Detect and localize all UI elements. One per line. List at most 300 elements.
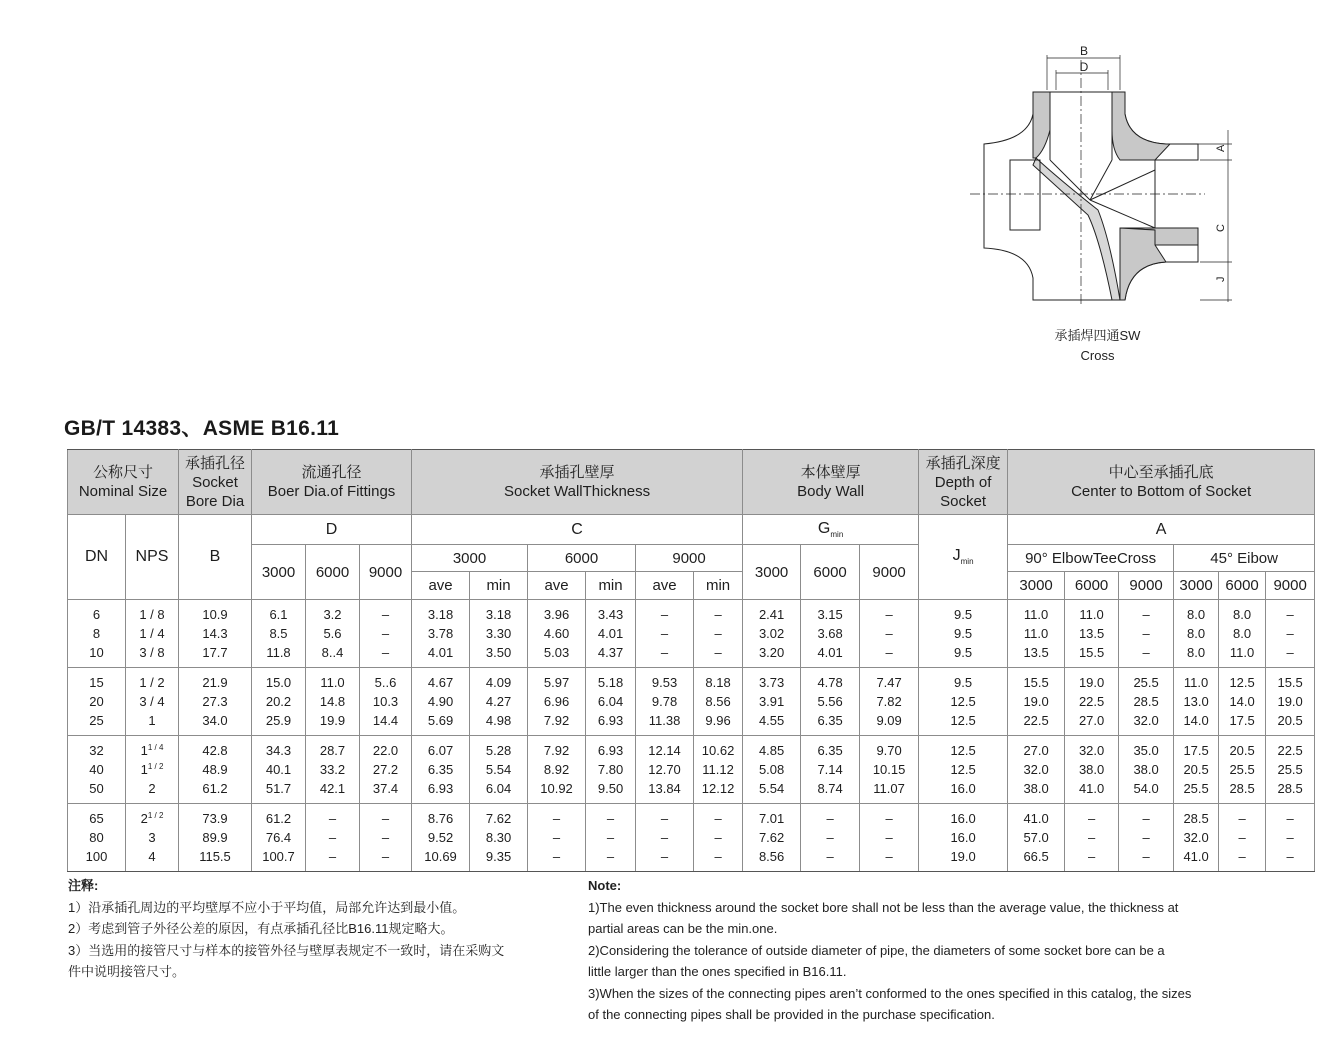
header-c: C bbox=[412, 515, 743, 545]
cell-nps: 2 bbox=[126, 779, 179, 804]
nps-whole: 1 bbox=[140, 743, 148, 758]
cell-a90-3: 32.0 bbox=[1008, 760, 1065, 779]
cell-g6: 4.01 bbox=[801, 643, 860, 668]
cell-j: 12.5 bbox=[919, 760, 1008, 779]
notes-english bbox=[588, 875, 1238, 1026]
cross-drawing bbox=[970, 40, 1250, 370]
cell-a45-3: 28.5 bbox=[1174, 804, 1219, 829]
cell-a90-9: 32.0 bbox=[1119, 711, 1174, 736]
cell-c6m: – bbox=[586, 847, 636, 872]
cell-a90-3: 11.0 bbox=[1008, 624, 1065, 643]
table-row bbox=[68, 624, 1315, 643]
cell-a90-6: 13.5 bbox=[1065, 624, 1119, 643]
cell-a90-9: – bbox=[1119, 847, 1174, 872]
cell-c9m: – bbox=[694, 828, 743, 847]
cell-j: 12.5 bbox=[919, 711, 1008, 736]
cell-g3: 5.54 bbox=[743, 779, 801, 804]
cell-a45-6: 12.5 bbox=[1219, 668, 1266, 693]
cell-c6a: – bbox=[528, 828, 586, 847]
cell-c9m: – bbox=[694, 643, 743, 668]
cell-a90-6: – bbox=[1065, 828, 1119, 847]
cell-d3: 100.7 bbox=[252, 847, 306, 872]
cell-a45-9: 19.0 bbox=[1266, 692, 1315, 711]
cell-g3: 4.85 bbox=[743, 736, 801, 761]
cell-a90-9: – bbox=[1119, 804, 1174, 829]
cell-c3m: 9.35 bbox=[470, 847, 528, 872]
note-cn-1: 1）沿承插孔周边的平均壁厚不应小于平均值，局部允许达到最小值。 bbox=[68, 899, 466, 915]
cell-g3: 3.20 bbox=[743, 643, 801, 668]
header-d-9000: 9000 bbox=[360, 545, 412, 600]
header-text: Socket WallThickness bbox=[503, 483, 651, 500]
cell-c6m: 6.93 bbox=[586, 711, 636, 736]
header-socket-depth bbox=[919, 450, 1008, 515]
header-row-symbols bbox=[68, 515, 1315, 545]
cell-a45-3: 17.5 bbox=[1174, 736, 1219, 761]
cell-j: 9.5 bbox=[919, 643, 1008, 668]
cell-c9m: – bbox=[694, 804, 743, 829]
cell-d3: 6.1 bbox=[252, 600, 306, 625]
note-en-2b: little larger than the ones specified in B16.11. bbox=[588, 964, 847, 979]
standard-title: GB/T 14383、ASME B16.11 bbox=[64, 417, 340, 440]
cell-g9: 10.15 bbox=[860, 760, 919, 779]
cell-c6m: 9.50 bbox=[586, 779, 636, 804]
j-symbol: J bbox=[952, 547, 961, 565]
header-c3-min: min bbox=[470, 572, 528, 600]
cell-a45-9: – bbox=[1266, 624, 1315, 643]
cell-dn: 40 bbox=[68, 760, 126, 779]
note-en-1b: partial areas can be the min.one. bbox=[588, 921, 778, 936]
header-text: Bore Dia bbox=[185, 492, 245, 510]
cell-a90-6: – bbox=[1065, 847, 1119, 872]
cell-d6: 5.6 bbox=[306, 624, 360, 643]
cell-a90-9: 28.5 bbox=[1119, 692, 1174, 711]
notes-en-heading: Note: bbox=[588, 878, 622, 893]
cell-c9m: 8.56 bbox=[694, 692, 743, 711]
cell-c3a: 4.90 bbox=[412, 692, 470, 711]
table-row bbox=[68, 736, 1315, 761]
cell-c3m: 3.50 bbox=[470, 643, 528, 668]
cell-a90-6: 32.0 bbox=[1065, 736, 1119, 761]
figure-caption-cn: 承插焊四通SW bbox=[1054, 328, 1141, 343]
cell-a45-3: 8.0 bbox=[1174, 624, 1219, 643]
cell-c6m: – bbox=[586, 804, 636, 829]
dimension-table bbox=[67, 449, 1315, 872]
cell-d9: 27.2 bbox=[360, 760, 412, 779]
cell-g6: 7.14 bbox=[801, 760, 860, 779]
cell-d3: 76.4 bbox=[252, 828, 306, 847]
cell-g3: 7.62 bbox=[743, 828, 801, 847]
header-text: Center to Bottom of Socket bbox=[1071, 483, 1252, 500]
cell-a45-9: 25.5 bbox=[1266, 760, 1315, 779]
cell-a45-9: – bbox=[1266, 600, 1315, 625]
cell-a45-3: 32.0 bbox=[1174, 828, 1219, 847]
cell-b: 10.9 bbox=[179, 600, 252, 625]
cell-d6: 19.9 bbox=[306, 711, 360, 736]
cell-d9: 22.0 bbox=[360, 736, 412, 761]
cell-a45-6: 8.0 bbox=[1219, 624, 1266, 643]
cell-a45-3: 8.0 bbox=[1174, 643, 1219, 668]
cell-j: 16.0 bbox=[919, 779, 1008, 804]
nps-fraction: 1 / 2 bbox=[147, 762, 164, 771]
header-text: 流通孔径 bbox=[301, 464, 362, 481]
cell-g9: – bbox=[860, 804, 919, 829]
cell-c3m: 3.30 bbox=[470, 624, 528, 643]
cell-d9: 10.3 bbox=[360, 692, 412, 711]
cell-a45-9: 22.5 bbox=[1266, 736, 1315, 761]
cell-c9m: 8.18 bbox=[694, 668, 743, 693]
cell-d9: – bbox=[360, 624, 412, 643]
cell-c3a: 6.35 bbox=[412, 760, 470, 779]
cell-c9m: – bbox=[694, 600, 743, 625]
cell-a90-9: 54.0 bbox=[1119, 779, 1174, 804]
cell-a45-3: 11.0 bbox=[1174, 668, 1219, 693]
cell-c9a: – bbox=[636, 624, 694, 643]
header-text: 本体壁厚 bbox=[800, 464, 861, 481]
g-symbol: G bbox=[817, 519, 831, 537]
nps-whole: 2 bbox=[140, 811, 148, 826]
dim-label-a: A bbox=[1215, 144, 1227, 152]
cell-a45-6: 20.5 bbox=[1219, 736, 1266, 761]
header-text: 承插孔壁厚 bbox=[539, 464, 615, 481]
cell-d3: 61.2 bbox=[252, 804, 306, 829]
cell-a90-9: – bbox=[1119, 624, 1174, 643]
header-socket-wall bbox=[412, 450, 743, 515]
header-c-3000: 3000 bbox=[412, 545, 528, 572]
cell-c3m: 4.98 bbox=[470, 711, 528, 736]
cell-g9: 7.47 bbox=[860, 668, 919, 693]
cell-j: 19.0 bbox=[919, 847, 1008, 872]
header-text: Socket bbox=[940, 492, 987, 510]
cell-nps: 3 bbox=[126, 828, 179, 847]
note-en-1a: 1)The even thickness around the socket bore shall not be less than the average value, the thickness at bbox=[588, 899, 1179, 915]
cell-c6a: 5.03 bbox=[528, 643, 586, 668]
cell-c3a: 3.78 bbox=[412, 624, 470, 643]
dim-label-d: D bbox=[1079, 60, 1089, 74]
cell-j: 16.0 bbox=[919, 828, 1008, 847]
cell-c6m: 6.04 bbox=[586, 692, 636, 711]
cell-c6m: 6.93 bbox=[586, 736, 636, 761]
notes-cn-heading: 注释: bbox=[68, 878, 99, 893]
note-cn-3a: 3）当选用的接管尺寸与样本的接管外径与壁厚表规定不一致时，请在采购文 bbox=[68, 942, 505, 958]
cell-c6a: 7.92 bbox=[528, 711, 586, 736]
cell-dn: 32 bbox=[68, 736, 126, 761]
cell-c6a: 4.60 bbox=[528, 624, 586, 643]
header-c-9000: 9000 bbox=[636, 545, 743, 572]
cell-c3a: 10.69 bbox=[412, 847, 470, 872]
cell-d3: 11.8 bbox=[252, 643, 306, 668]
cell-b: 27.3 bbox=[179, 692, 252, 711]
cell-dn: 80 bbox=[68, 828, 126, 847]
cell-c6a: 10.92 bbox=[528, 779, 586, 804]
cell-dn: 15 bbox=[68, 668, 126, 693]
cell-c6a: 3.96 bbox=[528, 600, 586, 625]
cell-c3a: 6.07 bbox=[412, 736, 470, 761]
cell-c9a: – bbox=[636, 828, 694, 847]
cell-dn: 8 bbox=[68, 624, 126, 643]
header-dn: DN bbox=[68, 515, 126, 600]
cell-g3: 3.73 bbox=[743, 668, 801, 693]
cell-c3a: 9.52 bbox=[412, 828, 470, 847]
cell-c6m: 4.37 bbox=[586, 643, 636, 668]
cell-g9: – bbox=[860, 600, 919, 625]
cell-g3: 8.56 bbox=[743, 847, 801, 872]
cell-c6a: 7.92 bbox=[528, 736, 586, 761]
table-row bbox=[68, 828, 1315, 847]
cell-a45-6: 11.0 bbox=[1219, 643, 1266, 668]
notes-chinese bbox=[68, 875, 538, 983]
cell-b: 34.0 bbox=[179, 711, 252, 736]
cell-c9m: 10.62 bbox=[694, 736, 743, 761]
cell-d6: 3.2 bbox=[306, 600, 360, 625]
header-text: Depth of bbox=[934, 473, 992, 491]
cell-b: 17.7 bbox=[179, 643, 252, 668]
header-a: A bbox=[1008, 515, 1315, 545]
cell-a90-6: 38.0 bbox=[1065, 760, 1119, 779]
cell-g3: 5.08 bbox=[743, 760, 801, 779]
header-g-min bbox=[743, 515, 919, 545]
header-text: 承插孔深度 bbox=[925, 454, 1001, 472]
header-socket-bore bbox=[179, 450, 252, 515]
cell-d3: 51.7 bbox=[252, 779, 306, 804]
cell-c9a: 9.78 bbox=[636, 692, 694, 711]
cell-g6: 3.15 bbox=[801, 600, 860, 625]
cell-d6: – bbox=[306, 828, 360, 847]
cell-a90-3: 57.0 bbox=[1008, 828, 1065, 847]
cell-c3m: 5.28 bbox=[470, 736, 528, 761]
cell-b: 61.2 bbox=[179, 779, 252, 804]
cell-a45-9: – bbox=[1266, 847, 1315, 872]
cell-a45-9: 20.5 bbox=[1266, 711, 1315, 736]
header-text: Body Wall bbox=[797, 483, 865, 500]
cell-d9: 14.4 bbox=[360, 711, 412, 736]
cell-g3: 7.01 bbox=[743, 804, 801, 829]
cell-a90-3: 15.5 bbox=[1008, 668, 1065, 693]
cell-c3a: 4.01 bbox=[412, 643, 470, 668]
cell-g9: 9.09 bbox=[860, 711, 919, 736]
header-nps: NPS bbox=[126, 515, 179, 600]
cell-c6a: 8.92 bbox=[528, 760, 586, 779]
cell-d3: 8.5 bbox=[252, 624, 306, 643]
header-d: D bbox=[252, 515, 412, 545]
cell-a45-6: – bbox=[1219, 847, 1266, 872]
cell-a90-3: 19.0 bbox=[1008, 692, 1065, 711]
cell-c6a: 5.97 bbox=[528, 668, 586, 693]
cell-d6: – bbox=[306, 847, 360, 872]
cell-c3m: 3.18 bbox=[470, 600, 528, 625]
cell-j: 9.5 bbox=[919, 600, 1008, 625]
cell-a45-6: 17.5 bbox=[1219, 711, 1266, 736]
cell-d6: 14.8 bbox=[306, 692, 360, 711]
cell-c3a: 3.18 bbox=[412, 600, 470, 625]
cell-a90-6: 15.5 bbox=[1065, 643, 1119, 668]
cell-c6a: 6.96 bbox=[528, 692, 586, 711]
header-b: B bbox=[179, 515, 252, 600]
cell-a90-9: 25.5 bbox=[1119, 668, 1174, 693]
cell-nps bbox=[126, 804, 179, 829]
cell-d6: 28.7 bbox=[306, 736, 360, 761]
cell-nps: 4 bbox=[126, 847, 179, 872]
cell-a90-9: 35.0 bbox=[1119, 736, 1174, 761]
cell-c3m: 5.54 bbox=[470, 760, 528, 779]
cell-c3m: 7.62 bbox=[470, 804, 528, 829]
dim-label-j: J bbox=[1215, 276, 1227, 282]
header-text: Socket bbox=[192, 473, 238, 491]
header-a90-9000: 9000 bbox=[1119, 572, 1174, 600]
header-a90-3000: 3000 bbox=[1008, 572, 1065, 600]
cell-a90-3: 13.5 bbox=[1008, 643, 1065, 668]
cell-c9m: 12.12 bbox=[694, 779, 743, 804]
cell-j: 12.5 bbox=[919, 736, 1008, 761]
cell-c3m: 6.04 bbox=[470, 779, 528, 804]
note-en-3b: of the connecting pipes shall be provided in the purchase specification. bbox=[588, 1007, 995, 1022]
cell-c6m: 3.43 bbox=[586, 600, 636, 625]
cell-c3a: 5.69 bbox=[412, 711, 470, 736]
table-row bbox=[68, 692, 1315, 711]
cell-a45-9: – bbox=[1266, 828, 1315, 847]
cell-d9: – bbox=[360, 600, 412, 625]
header-a45-9000: 9000 bbox=[1266, 572, 1315, 600]
cell-c9a: 12.14 bbox=[636, 736, 694, 761]
cross-diagram bbox=[970, 40, 1250, 320]
table-row bbox=[68, 760, 1315, 779]
cell-b: 115.5 bbox=[179, 847, 252, 872]
cell-a45-3: 25.5 bbox=[1174, 779, 1219, 804]
cell-b: 73.9 bbox=[179, 804, 252, 829]
cell-a45-3: 13.0 bbox=[1174, 692, 1219, 711]
header-g-9000: 9000 bbox=[860, 545, 919, 600]
cell-g9: – bbox=[860, 847, 919, 872]
cell-g9: 11.07 bbox=[860, 779, 919, 804]
cell-d9: 37.4 bbox=[360, 779, 412, 804]
cell-j: 9.5 bbox=[919, 624, 1008, 643]
cell-a45-6: – bbox=[1219, 804, 1266, 829]
table-row bbox=[68, 600, 1315, 625]
header-c6-ave: ave bbox=[528, 572, 586, 600]
cell-a45-9: – bbox=[1266, 643, 1315, 668]
cell-j: 9.5 bbox=[919, 668, 1008, 693]
cell-c6a: – bbox=[528, 847, 586, 872]
cell-d9: – bbox=[360, 643, 412, 668]
table-row bbox=[68, 668, 1315, 693]
cell-dn: 100 bbox=[68, 847, 126, 872]
nps-fraction: 1 / 2 bbox=[147, 811, 164, 820]
cell-g9: – bbox=[860, 828, 919, 847]
dim-label-b: B bbox=[1079, 44, 1089, 58]
cell-c9m: – bbox=[694, 847, 743, 872]
cell-g9: 9.70 bbox=[860, 736, 919, 761]
header-elbow-90: 90° ElbowTeeCross bbox=[1008, 545, 1174, 572]
header-center-to-bottom bbox=[1008, 450, 1315, 515]
cell-b: 42.8 bbox=[179, 736, 252, 761]
j-subscript: min bbox=[960, 557, 974, 567]
cell-dn: 25 bbox=[68, 711, 126, 736]
nps-fraction: 1 / 4 bbox=[147, 743, 164, 752]
cell-a90-3: 27.0 bbox=[1008, 736, 1065, 761]
cell-b: 21.9 bbox=[179, 668, 252, 693]
cell-a90-6: 22.5 bbox=[1065, 692, 1119, 711]
cell-g6: – bbox=[801, 804, 860, 829]
cell-d3: 25.9 bbox=[252, 711, 306, 736]
cell-dn: 10 bbox=[68, 643, 126, 668]
cell-c9a: 13.84 bbox=[636, 779, 694, 804]
cell-d6: 8..4 bbox=[306, 643, 360, 668]
cell-g3: 4.55 bbox=[743, 711, 801, 736]
table-row bbox=[68, 847, 1315, 872]
cell-c6m: 4.01 bbox=[586, 624, 636, 643]
cell-a45-3: 8.0 bbox=[1174, 600, 1219, 625]
cell-nps bbox=[126, 736, 179, 761]
cell-c3a: 4.67 bbox=[412, 668, 470, 693]
cell-a45-6: 25.5 bbox=[1219, 760, 1266, 779]
cell-nps: 3 / 8 bbox=[126, 643, 179, 668]
cell-d3: 40.1 bbox=[252, 760, 306, 779]
cell-j: 16.0 bbox=[919, 804, 1008, 829]
cell-a90-9: – bbox=[1119, 600, 1174, 625]
cell-a45-9: – bbox=[1266, 804, 1315, 829]
header-c3-ave: ave bbox=[412, 572, 470, 600]
cell-dn: 65 bbox=[68, 804, 126, 829]
cell-dn: 20 bbox=[68, 692, 126, 711]
cell-c3a: 6.93 bbox=[412, 779, 470, 804]
header-a45-3000: 3000 bbox=[1174, 572, 1219, 600]
header-a45-6000: 6000 bbox=[1219, 572, 1266, 600]
cell-d6: – bbox=[306, 804, 360, 829]
cell-c9a: – bbox=[636, 600, 694, 625]
cell-a45-6: 14.0 bbox=[1219, 692, 1266, 711]
header-text: Boer Dia.of Fittings bbox=[267, 483, 396, 500]
header-row-main bbox=[68, 450, 1315, 515]
cell-d6: 11.0 bbox=[306, 668, 360, 693]
header-c9-min: min bbox=[694, 572, 743, 600]
cell-c6m: 7.80 bbox=[586, 760, 636, 779]
table-row bbox=[68, 804, 1315, 829]
cell-g9: – bbox=[860, 643, 919, 668]
cell-nps: 3 / 4 bbox=[126, 692, 179, 711]
header-text: 承插孔径 bbox=[184, 454, 245, 472]
header-d-6000: 6000 bbox=[306, 545, 360, 600]
cell-g6: – bbox=[801, 828, 860, 847]
cell-g6: 4.78 bbox=[801, 668, 860, 693]
cell-a45-9: 15.5 bbox=[1266, 668, 1315, 693]
cell-nps: 1 / 2 bbox=[126, 668, 179, 693]
header-c6-min: min bbox=[586, 572, 636, 600]
cell-nps: 1 bbox=[126, 711, 179, 736]
cell-g3: 3.91 bbox=[743, 692, 801, 711]
header-text: 中心至承插孔底 bbox=[1108, 464, 1214, 481]
cell-c9a: – bbox=[636, 643, 694, 668]
cell-a90-9: 38.0 bbox=[1119, 760, 1174, 779]
header-a90-6000: 6000 bbox=[1065, 572, 1119, 600]
table-row bbox=[68, 643, 1315, 668]
cell-b: 14.3 bbox=[179, 624, 252, 643]
cell-g3: 2.41 bbox=[743, 600, 801, 625]
cell-c3m: 4.27 bbox=[470, 692, 528, 711]
cell-c3m: 8.30 bbox=[470, 828, 528, 847]
cell-a90-3: 11.0 bbox=[1008, 600, 1065, 625]
cell-c9a: 12.70 bbox=[636, 760, 694, 779]
cell-a90-6: 41.0 bbox=[1065, 779, 1119, 804]
nps-whole: 1 bbox=[140, 762, 148, 777]
g-subscript: min bbox=[830, 530, 844, 540]
cell-d9: – bbox=[360, 804, 412, 829]
note-cn-3b: 件中说明接管尺寸。 bbox=[68, 964, 186, 979]
cell-g6: 6.35 bbox=[801, 711, 860, 736]
cell-a90-9: – bbox=[1119, 643, 1174, 668]
cell-a90-9: – bbox=[1119, 828, 1174, 847]
cell-a45-3: 14.0 bbox=[1174, 711, 1219, 736]
header-elbow-45: 45° Eibow bbox=[1174, 545, 1315, 572]
header-j-min bbox=[919, 515, 1008, 600]
